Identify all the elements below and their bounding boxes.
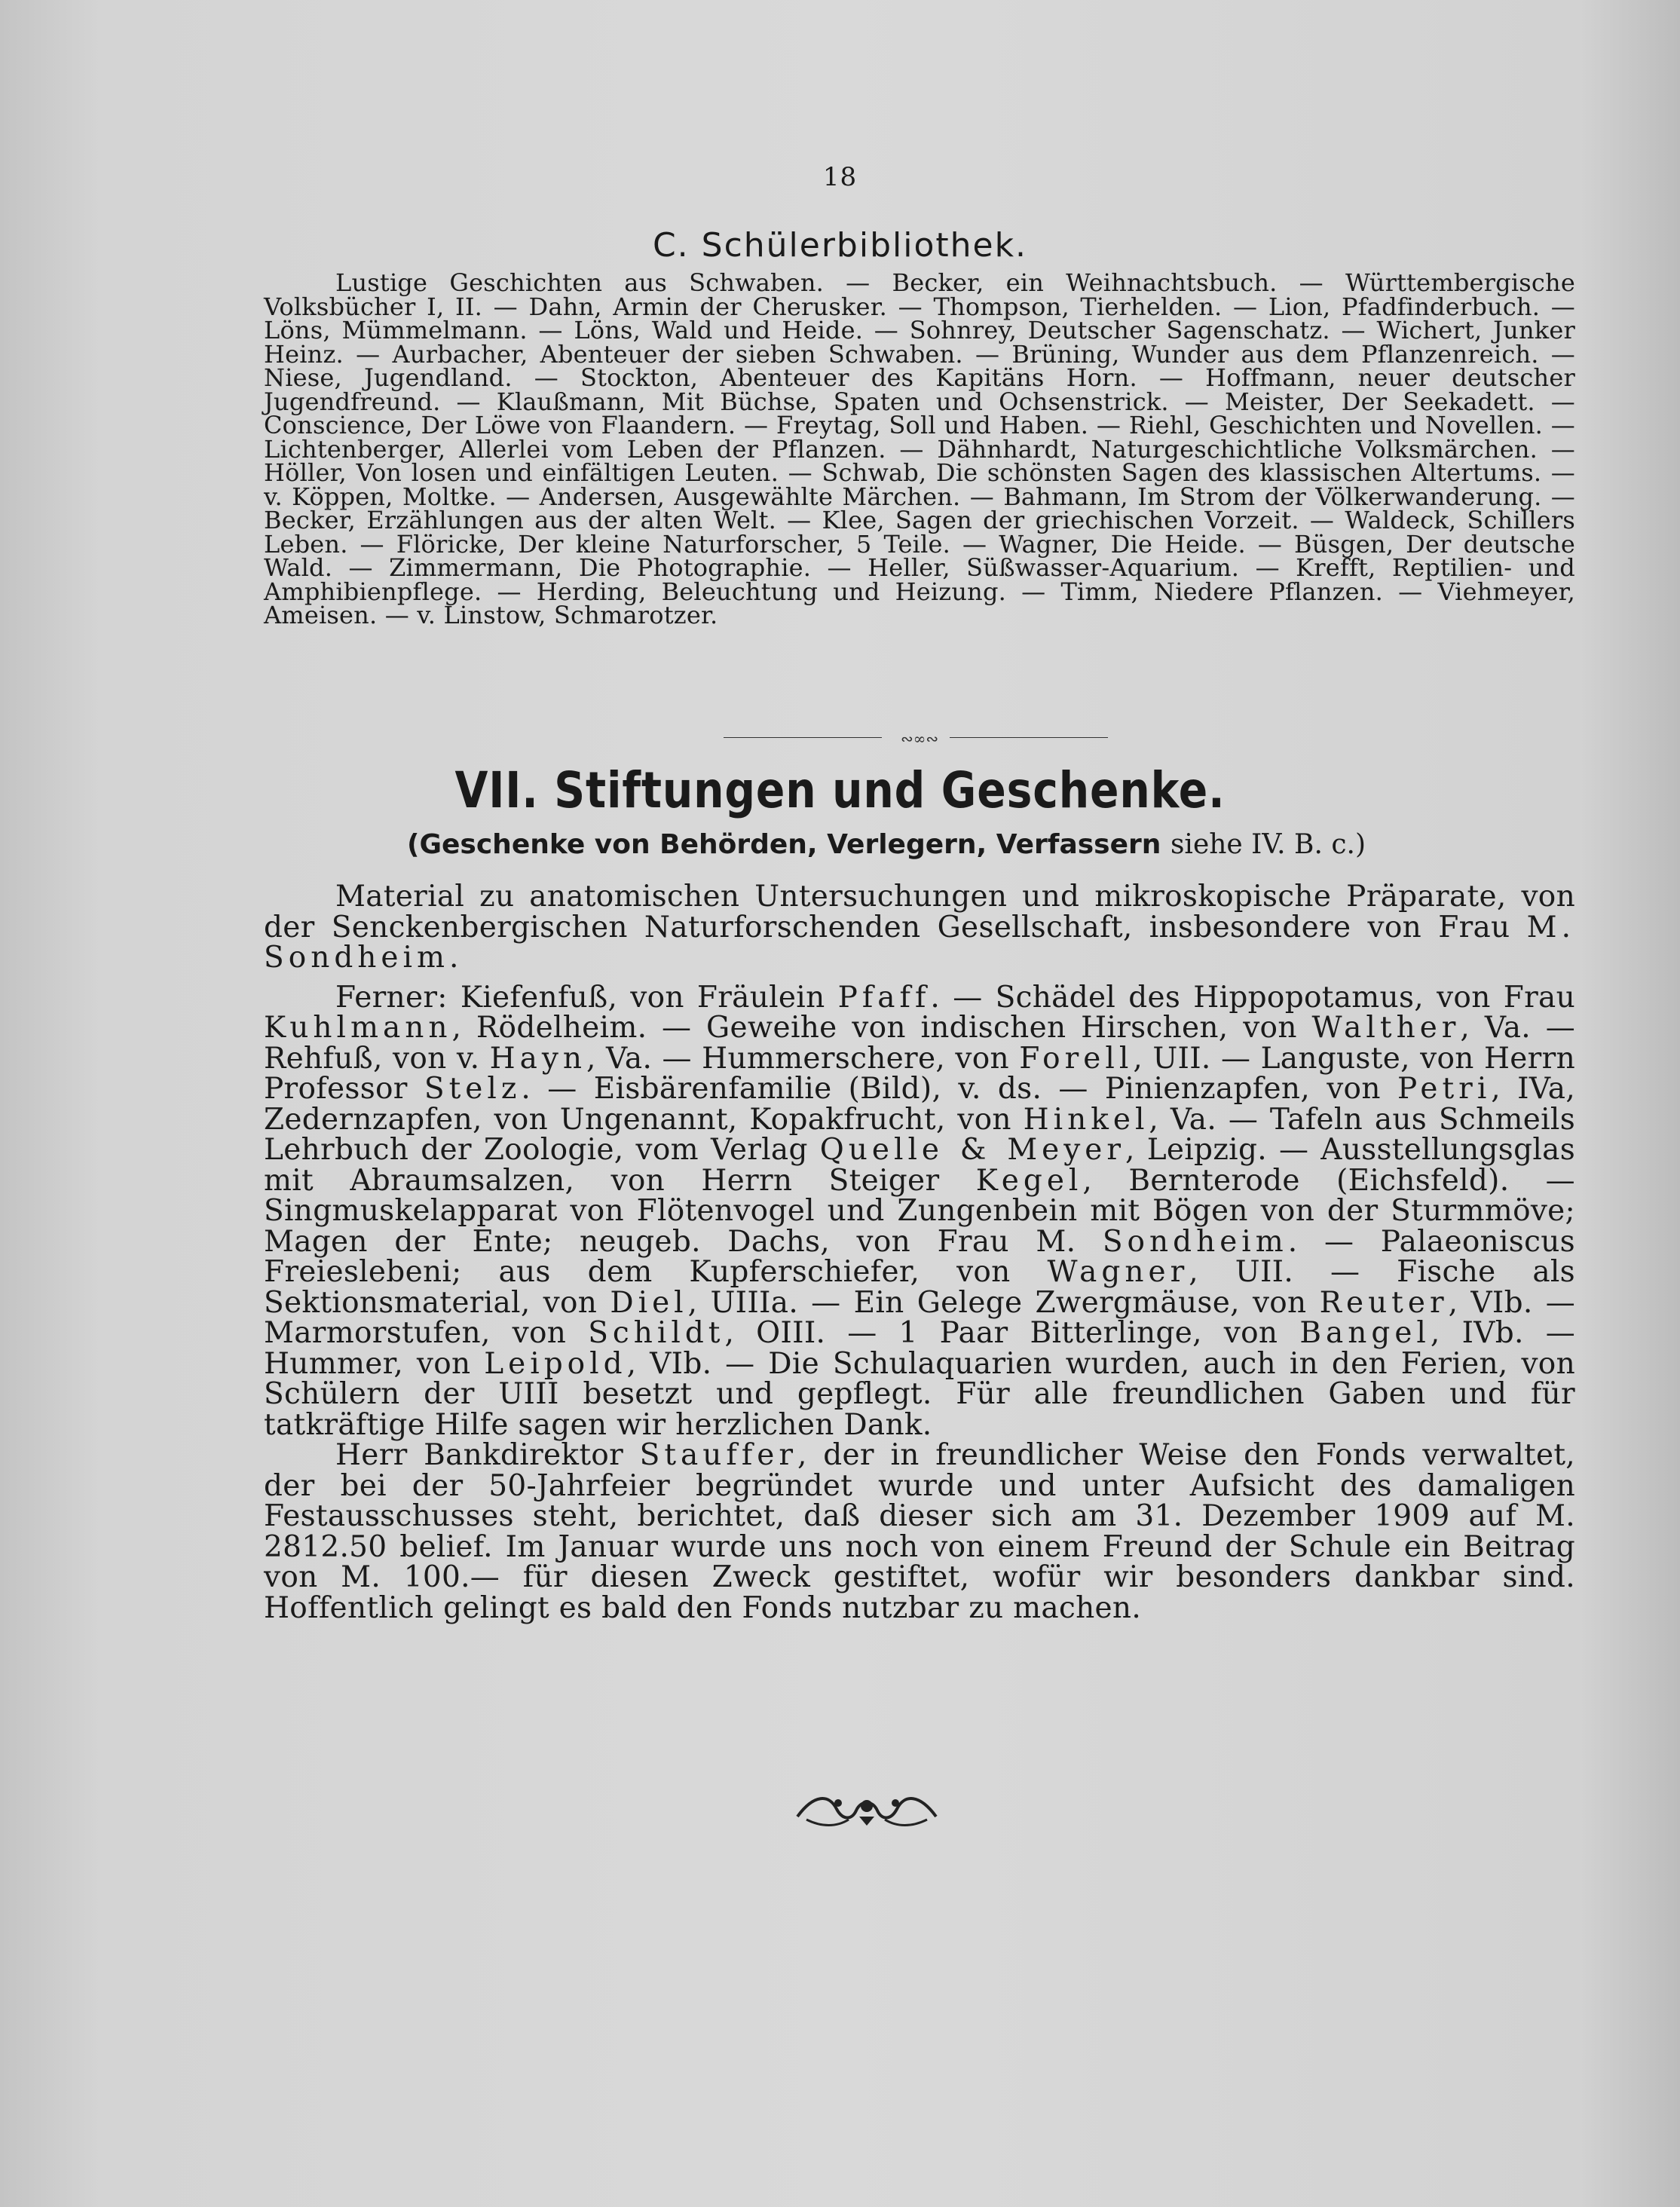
school-library-list [264, 268, 1575, 629]
spaced-name: Reuter [1319, 1285, 1449, 1320]
paragraph-fonds [264, 1440, 1575, 1624]
text-run: . — Eisbärenfamilie (Bild), v. ds. — Pinienzapfen, von [521, 1072, 1397, 1106]
paragraph-ferner [264, 980, 1576, 1442]
divider-ornament-icon: ∾∞∾ [901, 730, 939, 748]
spaced-name: Walther [1311, 1011, 1461, 1045]
spaced-name: M. Sondheim [264, 910, 1575, 975]
text-run: . — Palaeoniscus Freieslebeni; aus dem Kupferschiefer, von [264, 1224, 1575, 1289]
spaced-name: Stauffer [639, 1438, 797, 1472]
text-run: , Va. — Rehfuß, von v. [264, 1011, 1575, 1076]
spaced-name: Stelz [424, 1072, 522, 1106]
text-run: , Va. — Tafeln aus Schmeils Lehrbuch der Zoologie, vom Verlag [264, 1102, 1576, 1167]
divider-line-left [724, 737, 882, 738]
spaced-name: Wagner [1047, 1255, 1189, 1289]
section-c-title: C. Schülerbibliothek. [652, 226, 1028, 265]
text-run: , UII. — Fische als Sektionsmaterial, von [264, 1255, 1575, 1320]
text-run: , UII. — Languste, von Herrn Professor [264, 1041, 1575, 1106]
spaced-name: Petri [1397, 1072, 1492, 1106]
spaced-name: Leipold [484, 1346, 627, 1381]
text-run: , UIIIa. — Ein Gelege Zwergmäuse, von [687, 1285, 1320, 1320]
text-run: . — Schädel des Hippopotamus, von Frau [930, 980, 1575, 1015]
school-library-text: Lustige Geschichten aus Schwaben. — Becker, ein Weihnachtsbuch. — Württembergische Volksbücher I, II. — Dahn, Armin der Cherusker. — Thompson, Tierhelden. — Lion, Pfadfinderbuch. — Löns, Mümmelmann. — Löns, Wald und Heide. — Sohnrey, Deutscher Sagenschatz. — Wichert, Junker Heinz. — Aurbacher, Abenteuer der sieben Schwaben. — Brüning, Wunder aus dem Pflanzenreich. — Niese, Jugendland. — Stockton, Abenteuer des Kapitäns Horn. — Hoffmann, neuer deutscher Jugendfreund. — Klaußmann, Mit Büchse, Spaten und Ochsenstrick. — Meister, Der Seekadett. — Conscience, Der Löwe von Flaandern. — Freytag, Soll und Haben. — Riehl, Geschichten und Novellen. — Lichtenberger, Allerlei vom Leben der Pflanzen. — Dähnhardt, Naturgeschichtliche Volksmärchen. — Höller, Von losen und einfältigen Leuten. — Schwab, Die schönsten Sagen des klassischen Altertums. — v. Köppen, Moltke. — Andersen, Ausgewählte Märchen. — Bahmann, Im Strom der Völkerwanderung. — Becker, Erzählungen aus der alten Welt. — Klee, Sagen der griechischen Vorzeit. — Waldeck, Schillers Leben. — Flöricke, Der kleine Naturforscher, 5 Teile. — Wagner, Die Heide. — Büsgen, Der deutsche Wald. — Zimmermann, Die Photographie. — Heller, Süßwasser-Aquarium. — Krefft, Reptilien- und Amphibienpflege. — Herding, Beleuchtung und Heizung. — Timm, Niedere Pflanzen. — Viehmeyer, Ameisen. — v. Linstow, Schmarotzer. [264, 268, 1575, 629]
spaced-name: Hayn [489, 1041, 587, 1076]
floral-ornament-icon [791, 1786, 942, 1832]
spaced-name: Hinkel [1023, 1102, 1149, 1137]
subtitle-bold: (Geschenke von Behörden, Verlegern, Verfassern [407, 829, 1161, 860]
spaced-name: Schildt [588, 1316, 725, 1350]
spaced-name: Bangel [1299, 1316, 1431, 1350]
text-run: , VIb. — Die Schulaquarien wurden, auch in den Ferien, von Schülern der UIII besetzt und gepflegt. Für alle freundlichen Gaben und für tatkräftige Hilfe sagen wir herzlichen Dank. [264, 1346, 1575, 1442]
donations-body [264, 882, 1575, 1624]
subtitle-tail: siehe IV. B. c.) [1170, 829, 1366, 860]
spaced-name: Pfaff [837, 980, 931, 1015]
spaced-name: Forell [1019, 1041, 1134, 1076]
spaced-name: Diel [610, 1285, 688, 1320]
text-run: , OIII. — 1 Paar Bitterlinge, von [724, 1316, 1300, 1350]
divider-line-right [950, 737, 1108, 738]
section-vii-subtitle [407, 829, 1462, 860]
spaced-name: Quelle & Meyer [819, 1133, 1125, 1167]
spaced-name: Kuhlmann [264, 1011, 452, 1045]
paragraph-material [264, 882, 1575, 974]
text-run: , IVa, Zedernzapfen, von Ungenannt, Kopakfrucht, von [264, 1072, 1576, 1137]
text-run: Material zu anatomischen Untersuchungen und mikroskopische Präparate, von der Senckenbergischen Naturforschenden Gesellschaft, insbesondere von Frau [264, 880, 1575, 944]
section-divider [724, 730, 1108, 748]
text-run: , Leipzig. — Ausstellungsglas mit Abraumsalzen, von Herrn Steiger [264, 1133, 1576, 1198]
text-run: , VIb. — Marmorstufen, von [264, 1285, 1576, 1350]
spaced-name: Sondheim [1102, 1224, 1288, 1259]
text-run: , der in freundlicher Weise den Fonds verwaltet, der bei der 50-Jahrfeier begründet wurde und unter Aufsicht des damaligen Festausschusses steht, berichtet, daß dieser sich am 31. Dezember 1909 auf M. 2812.50 belief. Im Januar wurde uns noch von einem Freund der Schule ein Beitrag von M. 100.— für diesen Zweck gestiftet, wofür wir besonders dankbar sind. Hoffentlich gelingt es bald den Fonds nutzbar zu machen. [264, 1438, 1576, 1625]
section-vii-title: VII. Stiftungen und Geschenke. [454, 761, 1226, 819]
page-number: 18 [822, 162, 858, 192]
text-run: , Rödelheim. — Geweihe von indischen Hirschen, von [451, 1011, 1312, 1045]
text-run: . [448, 941, 459, 975]
text-run: Ferner: Kiefenfuß, von Fräulein [335, 980, 838, 1015]
text-run: , Bernterode (Eichsfeld). — Singmuskelapparat von Flötenvogel und Zungenbein mit Bögen von der Sturmmöve; Magen der Ente; neugeb. Dachs, von Frau M. [264, 1163, 1575, 1259]
text-run: , IVb. — Hummer, von [264, 1316, 1576, 1381]
spaced-name: Kegel [975, 1163, 1083, 1198]
text-run: , Va. — Hummerschere, von [586, 1041, 1020, 1076]
text-run: Herr Bankdirektor [335, 1438, 640, 1472]
